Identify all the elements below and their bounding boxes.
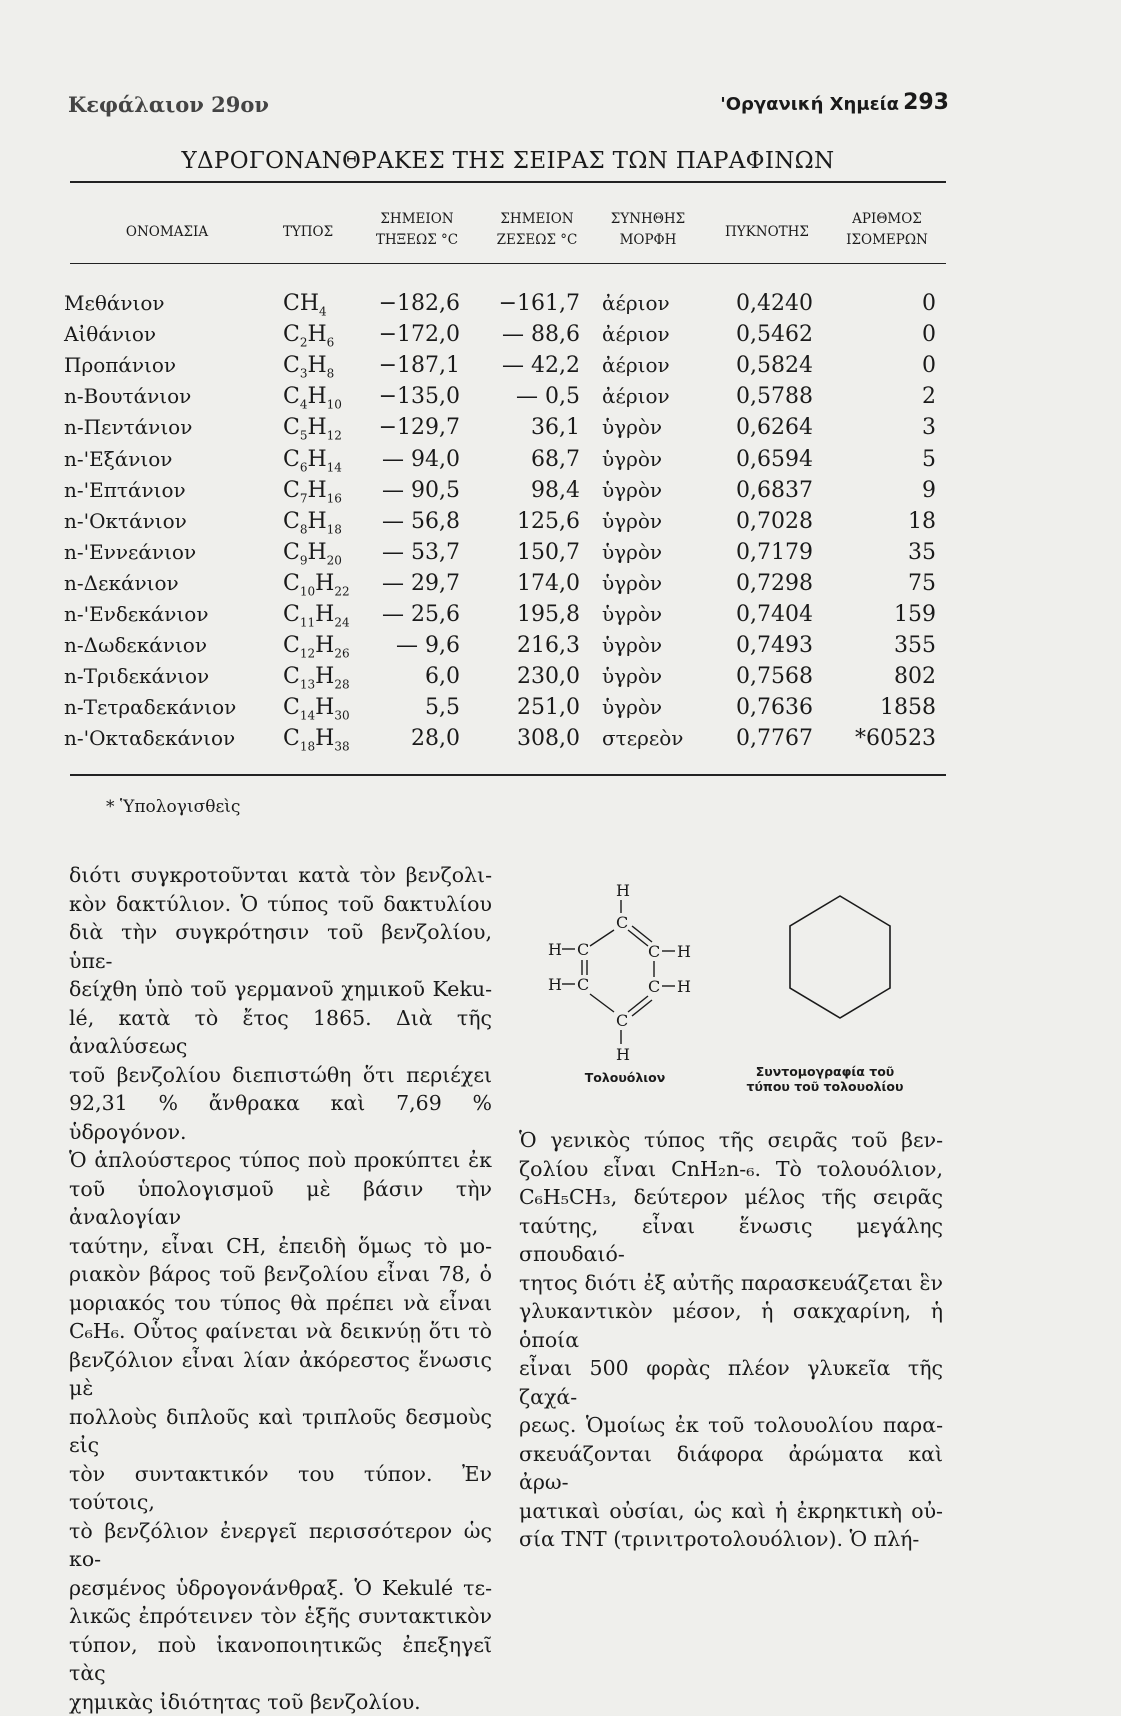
atom-c2: C — [577, 940, 589, 959]
formula-c-count: 5 — [300, 429, 308, 443]
formula-c: C — [283, 384, 300, 409]
cell-density: 0,6264 — [736, 415, 813, 440]
cell-name: n-'Ενδεκάνιον — [64, 602, 209, 626]
cell-density: 0,6594 — [736, 447, 813, 472]
text-line: κὸν δακτύλιον. Ὁ τύπος τοῦ δακτυλίου — [69, 890, 492, 919]
text-line: λικῶς ἐπρότεινεν τὸν ἑξῆς συντακτικὸν — [69, 1602, 492, 1631]
text-line: 92,31 % ἄνθρακα καὶ 7,69 % ὑδρογόνον. — [69, 1089, 492, 1146]
cell-boiling-point: 251,0 — [484, 695, 580, 720]
cell-isomers: 2 — [922, 384, 936, 409]
formula-h-count: 22 — [334, 584, 349, 598]
cell-name: n-Δωδεκάνιον — [64, 633, 207, 657]
cell-form: ἀέριον — [602, 384, 670, 408]
kekule-structure — [548, 881, 691, 1064]
formula-c-count: 6 — [300, 460, 308, 474]
text-line: Ὁ γενικὸς τύπος τῆς σειρᾶς τοῦ βεν- — [519, 1126, 943, 1155]
cell-form: ἀέριον — [602, 291, 670, 315]
atom-h-right-1: H — [677, 942, 691, 961]
formula-c: C — [283, 726, 300, 751]
cell-boiling-point: — 42,2 — [484, 353, 580, 378]
atom-h-left-1: H — [548, 940, 562, 959]
text-line: χημικὰς ἰδιότητας τοῦ βενζολίου. — [69, 1688, 492, 1716]
bond-c1-c2 — [590, 930, 614, 946]
formula-h: H — [307, 384, 326, 409]
cell-formula — [283, 291, 327, 318]
cell-boiling-point: 36,1 — [484, 415, 580, 440]
cell-form: ἀέριον — [602, 322, 670, 346]
chapter-label: Κεφάλαιον 29ον — [68, 92, 269, 117]
header-form — [598, 209, 698, 251]
text-line: ματικαὶ οὐσίαι, ὡς καὶ ἡ ἐκρηκτικὴ οὐ- — [519, 1497, 943, 1526]
running-head — [68, 92, 939, 122]
formula-h: H — [307, 322, 326, 347]
formula-c: C — [283, 664, 300, 689]
cell-melting-point: 6,0 — [364, 664, 460, 689]
atom-c6: C — [648, 942, 660, 961]
cell-density: 0,7179 — [736, 540, 813, 565]
formula-c: C — [283, 602, 300, 627]
formula-h-count: 18 — [327, 522, 342, 536]
cell-isomers: *60523 — [855, 726, 936, 751]
table-row — [64, 353, 944, 383]
formula-c: C — [283, 571, 300, 596]
cell-formula — [283, 664, 350, 691]
text-line: τὸ βενζόλιον ἐνεργεῖ περισσότερον ὡς κο- — [69, 1517, 492, 1574]
text-line: μοριακός του τύπος θὰ πρέπει νὰ εἶναι — [69, 1289, 492, 1318]
bond-c1-c6a — [628, 930, 648, 946]
formula-h: H — [315, 633, 334, 658]
header-isomers — [832, 209, 942, 251]
cell-melting-point: −135,0 — [364, 384, 460, 409]
cell-isomers: 0 — [922, 322, 936, 347]
formula-c-count: 3 — [300, 367, 308, 381]
header-name: ΟΝΟΜΑΣΙΑ — [112, 222, 222, 243]
cell-formula — [283, 509, 342, 536]
cell-boiling-point: 68,7 — [484, 447, 580, 472]
cell-form: ὑγρὸν — [602, 602, 662, 626]
formula-h: H — [307, 353, 326, 378]
formula-h: H — [315, 664, 334, 689]
text-line: σκευάζονται διάφορα ἀρώματα καὶ ἀρω- — [519, 1440, 943, 1497]
formula-h-count: 4 — [319, 304, 327, 318]
atom-c3: C — [577, 975, 589, 994]
text-line: Ὁ ἁπλούστερος τύπος ποὺ προκύπτει ἐκ — [69, 1146, 492, 1175]
cell-melting-point: −182,6 — [364, 291, 460, 316]
cell-form: ὑγρὸν — [602, 695, 662, 719]
cell-boiling-point: 230,0 — [484, 664, 580, 689]
table-row — [64, 726, 944, 756]
header-melt — [362, 209, 472, 251]
header-rule — [70, 263, 946, 264]
cell-melting-point: — 25,6 — [364, 602, 460, 627]
cell-density: 0,5788 — [736, 384, 813, 409]
header-isomers-line1: ΑΡΙΘΜΟΣ — [832, 209, 942, 230]
text-line: ρεσμένος ὑδρογονάνθραξ. Ὁ Kekulé τε- — [69, 1574, 492, 1603]
formula-h: H — [315, 726, 334, 751]
cell-name: n-Πεντάνιον — [64, 415, 192, 439]
formula-c-count: 8 — [300, 522, 308, 536]
cell-melting-point: −187,1 — [364, 353, 460, 378]
atom-h-bottom: H — [616, 1045, 630, 1064]
text-line: δείχθη ὑπὸ τοῦ γερμανοῦ χημικοῦ Keku- — [69, 975, 492, 1004]
table-row — [64, 322, 944, 352]
text-line: lé, κατὰ τὸ ἔτος 1865. Διὰ τῆς ἀναλύσεως — [69, 1004, 492, 1061]
cell-name: n-Τριδεκάνιον — [64, 664, 209, 688]
header-isomers-line2: ΙΣΟΜΕΡΩΝ — [832, 230, 942, 251]
header-density: ΠΥΚΝΟΤΗΣ — [712, 222, 822, 243]
formula-h: H — [315, 602, 334, 627]
cell-name: n-Βουτάνιον — [64, 384, 191, 408]
formula-h-count: 8 — [327, 367, 335, 381]
cell-form: ὑγρὸν — [602, 415, 662, 439]
formula-c-count: 10 — [300, 584, 315, 598]
formula-h: H — [315, 571, 334, 596]
cell-density: 0,7028 — [736, 509, 813, 534]
cell-name: Αἰθάνιον — [64, 322, 156, 346]
cell-name: n-'Οκταδεκάνιον — [64, 726, 235, 750]
formula-h-count: 14 — [327, 460, 342, 474]
text-line: τὸν συντακτικόν του τύπον. Ἐν τούτοις, — [69, 1460, 492, 1517]
cell-isomers: 9 — [922, 478, 936, 503]
cell-density: 0,7636 — [736, 695, 813, 720]
text-line: διὰ τὴν συγκρότησιν τοῦ βενζολίου, ὑπε- — [69, 918, 492, 975]
cell-name: n-Τετραδεκάνιον — [64, 695, 236, 719]
cell-formula — [283, 540, 342, 567]
formula-h: H — [307, 509, 326, 534]
formula-c-count: 11 — [300, 615, 315, 629]
right-text-column — [519, 1126, 943, 1554]
text-line: ταύτης, εἶναι ἕνωσις μεγάλης σπουδαιό- — [519, 1212, 943, 1269]
header-boil-line1: ΣΗΜΕΙΟΝ — [482, 209, 592, 230]
table-row — [64, 695, 944, 725]
cell-boiling-point: 195,8 — [484, 602, 580, 627]
header-form-line1: ΣΥΝΗΘΗΣ — [598, 209, 698, 230]
text-line: ταύτην, εἶναι CH, ἐπειδὴ ὅμως τὸ μο- — [69, 1232, 492, 1261]
cell-form: ὑγρὸν — [602, 571, 662, 595]
table-row — [64, 571, 944, 601]
cell-density: 0,4240 — [736, 291, 813, 316]
subject-label: 'Οργανική Χημεία — [720, 94, 899, 115]
cell-isomers: 802 — [894, 664, 936, 689]
caption-abbreviation-line2: τύπου τοῦ τολουολίου — [710, 1079, 940, 1094]
left-text-column — [69, 861, 492, 1716]
atom-c1: C — [616, 913, 628, 932]
text-line: τητος διότι ἐξ αὐτῆς παρασκευάζεται ἓν — [519, 1269, 943, 1298]
formula-c: C — [283, 540, 300, 565]
cell-formula — [283, 447, 342, 474]
text-line: τοῦ βενζολίου διεπιστώθη ὅτι περιέχει — [69, 1061, 492, 1090]
cell-name: n-'Επτάνιον — [64, 478, 186, 502]
hexagon-abbreviation — [790, 896, 890, 1018]
cell-name: Προπάνιον — [64, 353, 176, 377]
cell-boiling-point: — 88,6 — [484, 322, 580, 347]
formula-c-count: 12 — [300, 646, 315, 660]
caption-toluene: Τολουόλιον — [570, 1070, 680, 1085]
formula-c-count: 13 — [300, 678, 315, 692]
cell-formula — [283, 602, 350, 629]
cell-density: 0,6837 — [736, 478, 813, 503]
cell-melting-point: −172,0 — [364, 322, 460, 347]
table-row — [64, 415, 944, 445]
formula-h-count: 28 — [334, 678, 349, 692]
cell-formula — [283, 353, 334, 380]
page-number: 293 — [903, 90, 949, 115]
formula-h: H — [307, 415, 326, 440]
cell-density: 0,7404 — [736, 602, 813, 627]
cell-formula — [283, 726, 350, 753]
cell-form: ὑγρὸν — [602, 509, 662, 533]
table-top-rule — [70, 181, 946, 183]
header-melt-line2: ΤΗΞΕΩΣ °C — [362, 230, 472, 251]
formula-h-count: 24 — [334, 615, 349, 629]
header-boil-line2: ΖΕΣΕΩΣ °C — [482, 230, 592, 251]
atom-c5: C — [648, 977, 660, 996]
cell-name: n-'Εξάνιον — [64, 447, 172, 471]
cell-melting-point: — 94,0 — [364, 447, 460, 472]
table-row — [64, 384, 944, 414]
formula-c: C — [283, 447, 300, 472]
atom-c4: C — [616, 1011, 628, 1030]
text-line: C₆H₆. Οὗτος φαίνεται νὰ δεικνύῃ ὅτι τὸ — [69, 1317, 492, 1346]
table-row — [64, 291, 944, 321]
cell-form: ὑγρὸν — [602, 633, 662, 657]
bond-c5-c4b — [632, 1000, 652, 1016]
header-form-line2: ΜΟΡΦΗ — [598, 230, 698, 251]
formula-c: C — [283, 509, 300, 534]
text-line: C₆H₅CH₃, δεύτερον μέλος τῆς σειρᾶς — [519, 1183, 943, 1212]
cell-isomers: 0 — [922, 353, 936, 378]
cell-isomers: 35 — [908, 540, 936, 565]
cell-melting-point: −129,7 — [364, 415, 460, 440]
cell-isomers: 18 — [908, 509, 936, 534]
cell-formula — [283, 571, 350, 598]
toluene-diagram — [520, 866, 940, 1121]
text-line: βενζόλιον εἶναι λίαν ἀκόρεστος ἕνωσις μὲ — [69, 1346, 492, 1403]
formula-h: H — [307, 447, 326, 472]
formula-h-count: 38 — [334, 740, 349, 754]
cell-density: 0,7298 — [736, 571, 813, 596]
formula-c: C — [283, 478, 300, 503]
header-boil — [482, 209, 592, 251]
text-line: γλυκαντικὸν μέσον, ἡ σακχαρίνη, ἡ ὁποία — [519, 1297, 943, 1354]
formula-h: H — [315, 695, 334, 720]
formula-c-count: 18 — [300, 740, 315, 754]
cell-name: n-'Οκτάνιον — [64, 509, 187, 533]
table-row — [64, 447, 944, 477]
text-line: ζολίου εἶναι CnH₂n-₆. Τὸ τολουόλιον, — [519, 1155, 943, 1184]
cell-name: n-Δεκάνιον — [64, 571, 179, 595]
formula-h-count: 12 — [327, 429, 342, 443]
cell-formula — [283, 322, 334, 349]
formula-h-count: 20 — [327, 553, 342, 567]
text-line: εἶναι 500 φορὰς πλέον γλυκεῖα τῆς ζαχά- — [519, 1354, 943, 1411]
cell-form: στερεὸν — [602, 726, 683, 750]
cell-isomers: 355 — [894, 633, 936, 658]
formula-c-count: 2 — [300, 335, 308, 349]
cell-boiling-point: 216,3 — [484, 633, 580, 658]
cell-boiling-point: −161,7 — [484, 291, 580, 316]
cell-density: 0,5824 — [736, 353, 813, 378]
cell-density: 0,7493 — [736, 633, 813, 658]
formula-c-count: 4 — [300, 398, 308, 412]
atom-h-left-2: H — [548, 975, 562, 994]
cell-formula — [283, 384, 342, 411]
cell-melting-point: — 53,7 — [364, 540, 460, 565]
cell-boiling-point: 125,6 — [484, 509, 580, 534]
bond-c5-c4a — [628, 996, 648, 1012]
formula-c: C — [283, 633, 300, 658]
formula-c: CH — [283, 291, 319, 316]
formula-h-count: 16 — [327, 491, 342, 505]
header-type: ΤΥΠΟΣ — [268, 222, 348, 243]
table-title: ΥΔΡΟΓΟΝΑΝΘΡΑΚΕΣ ΤΗΣ ΣΕΙΡΑΣ ΤΩΝ ΠΑΡΑΦΙΝΩΝ — [70, 148, 946, 174]
cell-melting-point: — 90,5 — [364, 478, 460, 503]
header-melt-line1: ΣΗΜΕΙΟΝ — [362, 209, 472, 230]
cell-boiling-point: 150,7 — [484, 540, 580, 565]
table-row — [64, 633, 944, 663]
table-row — [64, 478, 944, 508]
formula-h: H — [307, 478, 326, 503]
formula-c: C — [283, 695, 300, 720]
cell-isomers: 5 — [922, 447, 936, 472]
cell-melting-point: — 56,8 — [364, 509, 460, 534]
cell-density: 0,5462 — [736, 322, 813, 347]
caption-abbreviation-line1: Συντομογραφία τοῦ — [710, 1064, 940, 1079]
cell-formula — [283, 478, 342, 505]
formula-c-count: 9 — [300, 553, 308, 567]
text-line: ρεως. Ὁμοίως ἐκ τοῦ τολουολίου παρα- — [519, 1411, 943, 1440]
bond-c3-c4 — [590, 994, 614, 1012]
table-row — [64, 664, 944, 694]
formula-h-count: 26 — [334, 646, 349, 660]
formula-h-count: 10 — [327, 398, 342, 412]
cell-name: Μεθάνιον — [64, 291, 165, 315]
formula-c: C — [283, 353, 300, 378]
cell-isomers: 159 — [894, 602, 936, 627]
cell-form: ὑγρὸν — [602, 540, 662, 564]
text-line: πολλοὺς διπλοῦς καὶ τριπλοῦς δεσμοὺς εἰς — [69, 1403, 492, 1460]
bond-c1-c6b — [632, 926, 652, 942]
cell-form: ὑγρὸν — [602, 447, 662, 471]
cell-formula — [283, 633, 350, 660]
cell-form: ἀέριον — [602, 353, 670, 377]
formula-c-count: 7 — [300, 491, 308, 505]
cell-melting-point: — 29,7 — [364, 571, 460, 596]
cell-boiling-point: — 0,5 — [484, 384, 580, 409]
formula-h-count: 30 — [334, 709, 349, 723]
cell-formula — [283, 415, 342, 442]
table-row — [64, 602, 944, 632]
cell-name: n-'Εννεάνιον — [64, 540, 196, 564]
cell-density: 0,7767 — [736, 726, 813, 751]
cell-isomers: 0 — [922, 291, 936, 316]
text-line: σία TNT (τρινιτροτολουόλιον). Ὁ πλή- — [519, 1525, 943, 1554]
text-line: τοῦ ὑπολογισμοῦ μὲ βάσιν τὴν ἀναλογίαν — [69, 1175, 492, 1232]
cell-formula — [283, 695, 350, 722]
cell-isomers: 3 — [922, 415, 936, 440]
formula-c: C — [283, 322, 300, 347]
formula-h-count: 6 — [327, 335, 335, 349]
cell-melting-point: 28,0 — [364, 726, 460, 751]
atom-h-right-2: H — [677, 977, 691, 996]
cell-boiling-point: 308,0 — [484, 726, 580, 751]
text-line: ριακὸν βάρος τοῦ βενζολίου εἶναι 78, ὁ — [69, 1260, 492, 1289]
cell-isomers: 75 — [908, 571, 936, 596]
text-line: τύπον, ποὺ ἱκανοποιητικῶς ἐπεξηγεῖ τὰς — [69, 1631, 492, 1688]
cell-melting-point: 5,5 — [364, 695, 460, 720]
table-row — [64, 509, 944, 539]
atom-h-top: H — [616, 881, 630, 900]
cell-boiling-point: 174,0 — [484, 571, 580, 596]
cell-form: ὑγρὸν — [602, 664, 662, 688]
formula-c-count: 14 — [300, 709, 315, 723]
cell-form: ὑγρὸν — [602, 478, 662, 502]
cell-boiling-point: 98,4 — [484, 478, 580, 503]
cell-melting-point: — 9,6 — [364, 633, 460, 658]
table-bottom-rule — [70, 774, 946, 776]
cell-isomers: 1858 — [880, 695, 936, 720]
table-footnote: * Ὑπολογισθεὶς — [106, 797, 240, 817]
formula-c: C — [283, 415, 300, 440]
formula-h: H — [307, 540, 326, 565]
table-row — [64, 540, 944, 570]
cell-density: 0,7568 — [736, 664, 813, 689]
text-line: διότι συγκροτοῦνται κατὰ τὸν βενζολι- — [69, 861, 492, 890]
caption-abbreviation — [710, 1064, 940, 1094]
